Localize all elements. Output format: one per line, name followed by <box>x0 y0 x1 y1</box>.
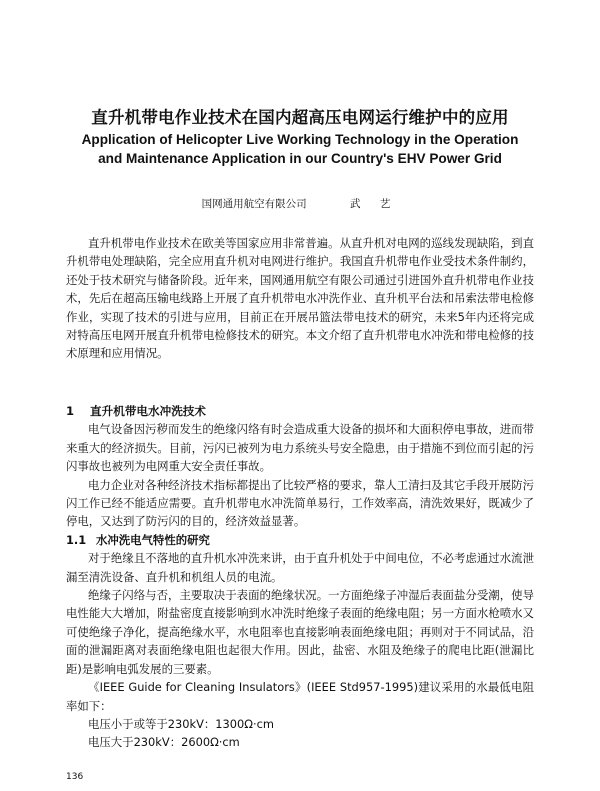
resistivity-line-2: 电压大于230kV：2600Ω·cm <box>88 735 240 750</box>
section-1-paragraph-2: 电力企业对各种经济技术指标都提出了比较严格的要求，靠人工清扫及其它手段开展防污闪工作已经不能适应需要。直升机带电水冲洗简单易行，工作效率高，清洗效果好，既减少了停电，又达到了防污闪的目的，经济效益显著。 <box>66 477 534 529</box>
section-1-title: 直升机带电水冲洗技术 <box>90 404 206 418</box>
section-1-paragraph-1: 电气设备因污秽而发生的绝缘闪络有时会造成重大设备的损坏和大面积停电事故，进而带来重大的经济损失。目前，污闪已被列为电力系统头号安全隐患，由于措施不到位而引起的污闪事故也被列为电网重大安全责任事故。 <box>66 422 534 474</box>
section-1-1-heading <box>66 531 534 549</box>
affiliation: 国网通用航空有限公司 <box>201 198 307 210</box>
paper-title-cn: 直升机带电作业技术在国内超高压电网运行维护中的应用 <box>91 108 509 127</box>
paper-title-en-line2: and Maintenance Application in our Country's EHV Power Grid <box>98 151 502 166</box>
author: 武 艺 <box>350 198 399 210</box>
section-1-heading <box>66 402 534 420</box>
section-1-1-paragraph-2: 绝缘子闪络与否，主要取决于表面的绝缘状况。一方面绝缘子冲湿后表面盐分受潮，使导电性能大大增加，附盐密度直接影响到水冲洗时绝缘子表面的绝缘电阻；另一方面水枪喷水又可使绝缘子净化，提高绝缘水平，水电阻率也直接影响表面绝缘电阻；再则对于不同试品，沿面的泄漏距离对表面绝缘电阻也起很大作用。因此，盐密、水阻及绝缘子的爬电比距(泄漏比距)是影响电弧发展的三要素。 <box>66 588 534 676</box>
page-number: 136 <box>66 772 84 782</box>
section-1-1-title: 水冲洗电气特性的研究 <box>95 532 210 547</box>
section-1-number: 1 <box>66 404 75 418</box>
body-content <box>66 402 534 752</box>
paper-title-en <box>0 130 600 168</box>
section-1-1-paragraph-3: 《IEEE Guide for Cleaning Insulators》(IEEE Std957-1995)建议采用的水最低电阻率如下： <box>66 680 534 713</box>
byline <box>0 196 600 211</box>
paper-title-en-line1: Application of Helicopter Live Working Technology in the Operation <box>81 132 519 147</box>
resistivity-line-1: 电压小于或等于230kV：1300Ω·cm <box>88 716 274 731</box>
section-1-1-paragraph-1: 对于绝缘且不落地的直升机水冲洗来讲，由于直升机处于中间电位，不必考虑通过水流泄漏至清洗设备、直升机和机组人员的电流。 <box>66 551 534 584</box>
section-1-1-number: 1.1 <box>66 532 87 547</box>
abstract: 直升机带电作业技术在欧美等国家应用非常普遍。从直升机对电网的巡线发现缺陷，到直升机带电处理缺陷，完全应用直升机对电网进行维护。我国直升机带电作业受技术条件制约，还处于技术研究与储备阶段。近年来，国网通用航空有限公司通过引进国外直升机带电作业技术，先后在超高压输电线路上开展了直升机带电水冲洗作业、直升机平台法和吊索法带电检修作业，实现了技术的引进与应用，目前正在开展吊篮法带电技术的研究，未来5年内还将完成对特高压电网开展直升机带电检修技术的研究。本文介绍了直升机带电水冲洗和带电检修的技术原理和应用情况。 <box>66 236 534 361</box>
